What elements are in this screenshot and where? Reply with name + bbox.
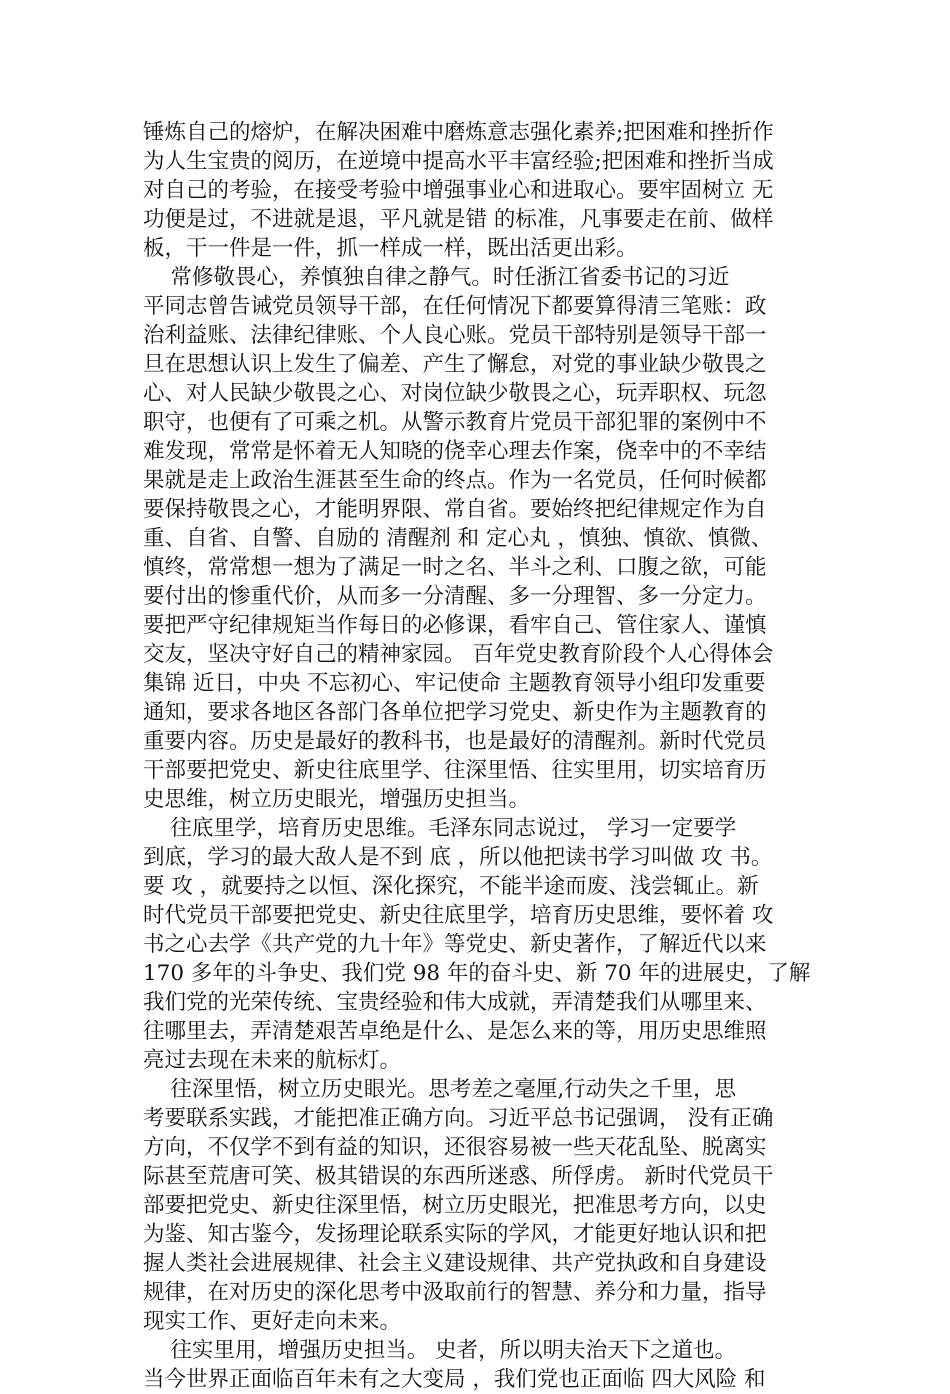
- text-line: 握人类社会进展规律、社会主义建设规律、共产党执政和自身建设: [143, 1251, 767, 1276]
- text-line: 治利益账、法律纪律账、个人良心账。党员干部特别是领导干部一: [143, 323, 767, 348]
- text-line: 要 攻 ，就要持之以恒、深化探究，不能半途而废、浅尝辄止。新: [143, 874, 759, 899]
- text-line: 往哪里去，弄清楚艰苦卓绝是什么、是怎么来的等，用历史思维照: [143, 1019, 767, 1044]
- text-line: 干部要把党史、新史往底里学、往深里悟、往实里用，切实培育历: [143, 758, 767, 783]
- text-line: 心、对人民缺少敬畏之心、对岗位缺少敬畏之心，玩弄职权、玩忽: [143, 381, 767, 406]
- text-line: 旦在思想认识上发生了偏差、产生了懈怠，对党的事业缺少敬畏之: [143, 352, 767, 377]
- text-line: 时代党员干部要把党史、新史往底里学，培育历史思维，要怀着 攻: [143, 903, 774, 928]
- text-line: 书之心去学《共产党的九十年》等党史、新史著作，了解近代以来: [143, 932, 767, 957]
- text-line: 集锦 近日，中央 不忘初心、牢记使命 主题教育领导小组印发重要: [143, 671, 766, 696]
- text-line: 考要联系实践，才能把准正确方向。习近平总书记强调， 没有正确: [143, 1106, 774, 1131]
- text-line: 到底，学习的最大敌人是不到 底 ，所以他把读书学习叫做 攻 书。: [143, 845, 773, 870]
- text-line: 对自己的考验，在接受考验中增强事业心和进取心。要牢固树立 无: [143, 178, 774, 203]
- text-line: 常修敬畏心，养慎独自律之静气。时任浙江省委书记的习近: [143, 265, 730, 290]
- text-line: 往实里用，增强历史担当。 史者，所以明夫治天下之道也。: [143, 1338, 737, 1363]
- text-line: 果就是走上政治生涯甚至生命的终点。作为一名党员，任何时候都: [143, 468, 767, 493]
- text-line: 重要内容。历史是最好的教科书，也是最好的清醒剂。新时代党员: [143, 729, 767, 754]
- text-line: 板，干一件是一件，抓一样成一样，既出活更出彩。: [143, 236, 638, 261]
- text-line: 要保持敬畏之心，才能明界限、常自省。要始终把纪律规定作为自: [143, 497, 767, 522]
- text-line: 规律，在对历史的深化思考中汲取前行的智慧、养分和力量，指导: [143, 1280, 767, 1305]
- text-line: 部要把党史、新史往深里悟，树立历史眼光，把准思考方向，以史: [143, 1193, 767, 1218]
- text-line: 方向，不仅学不到有益的知识，还很容易被一些天花乱坠、脱离实: [143, 1135, 767, 1160]
- text-line: 难发现，常常是怀着无人知晓的侥幸心理去作案，侥幸中的不幸结: [143, 439, 767, 464]
- text-line: 锤炼自己的熔炉，在解决困难中磨炼意志强化素养;把困难和挫折作: [143, 120, 774, 145]
- text-line: 际甚至荒唐可笑、极其错误的东西所迷惑、所俘虏。 新时代党员干: [143, 1164, 774, 1189]
- text-line: 亮过去现在未来的航标灯。: [143, 1048, 402, 1073]
- text-line: 往深里悟，树立历史眼光。思考差之毫厘,行动失之千里，思: [143, 1077, 737, 1102]
- text-line: 为人生宝贵的阅历，在逆境中提高水平丰富经验;把困难和挫折当成: [143, 149, 774, 174]
- text-line: 平同志曾告诫党员领导干部，在任何情况下都要算得清三笔账：政: [143, 294, 767, 319]
- text-line: 重、自省、自警、自励的 清醒剂 和 定心丸 ，慎独、慎欲、慎微、: [143, 526, 773, 551]
- text-line: 170 多年的斗争史、我们党 98 年的奋斗史、新 70 年的进展史，了解: [143, 961, 811, 986]
- text-line: 通知，要求各地区各部门各单位把学习党史、新史作为主题教育的: [143, 700, 767, 725]
- text-line: 当今世界正面临百年未有之大变局 ，我们党也正面临 四大风险 和: [143, 1367, 766, 1392]
- text-line: 要把严守纪律规矩当作每日的必修课，看牢自己、管住家人、谨慎: [143, 613, 767, 638]
- document-body: [143, 118, 823, 1394]
- text-line: 职守，也便有了可乘之机。从警示教育片党员干部犯罪的案例中不: [143, 410, 767, 435]
- text-line: 史思维，树立历史眼光，增强历史担当。: [143, 787, 531, 812]
- text-line: 我们党的光荣传统、宝贵经验和伟大成就，弄清楚我们从哪里来、: [143, 990, 767, 1015]
- text-line: 要付出的惨重代价，从而多一分清醒、多一分理智、多一分定力。: [143, 584, 767, 609]
- text-line: 为鉴、知古鉴今，发扬理论联系实际的学风，才能更好地认识和把: [143, 1222, 767, 1247]
- text-line: 往底里学，培育历史思维。毛泽东同志说过， 学习一定要学: [143, 816, 737, 841]
- text-line: 现实工作、更好走向未来。: [143, 1309, 402, 1334]
- text-line: 交友，坚决守好自己的精神家园。 百年党史教育阶段个人心得体会: [143, 642, 774, 667]
- text-line: 功便是过，不进就是退，平凡就是错 的标准，凡事要走在前、做样: [143, 207, 774, 232]
- text-line: 慎终，常常想一想为了满足一时之名、半斗之利、口腹之欲，可能: [143, 555, 767, 580]
